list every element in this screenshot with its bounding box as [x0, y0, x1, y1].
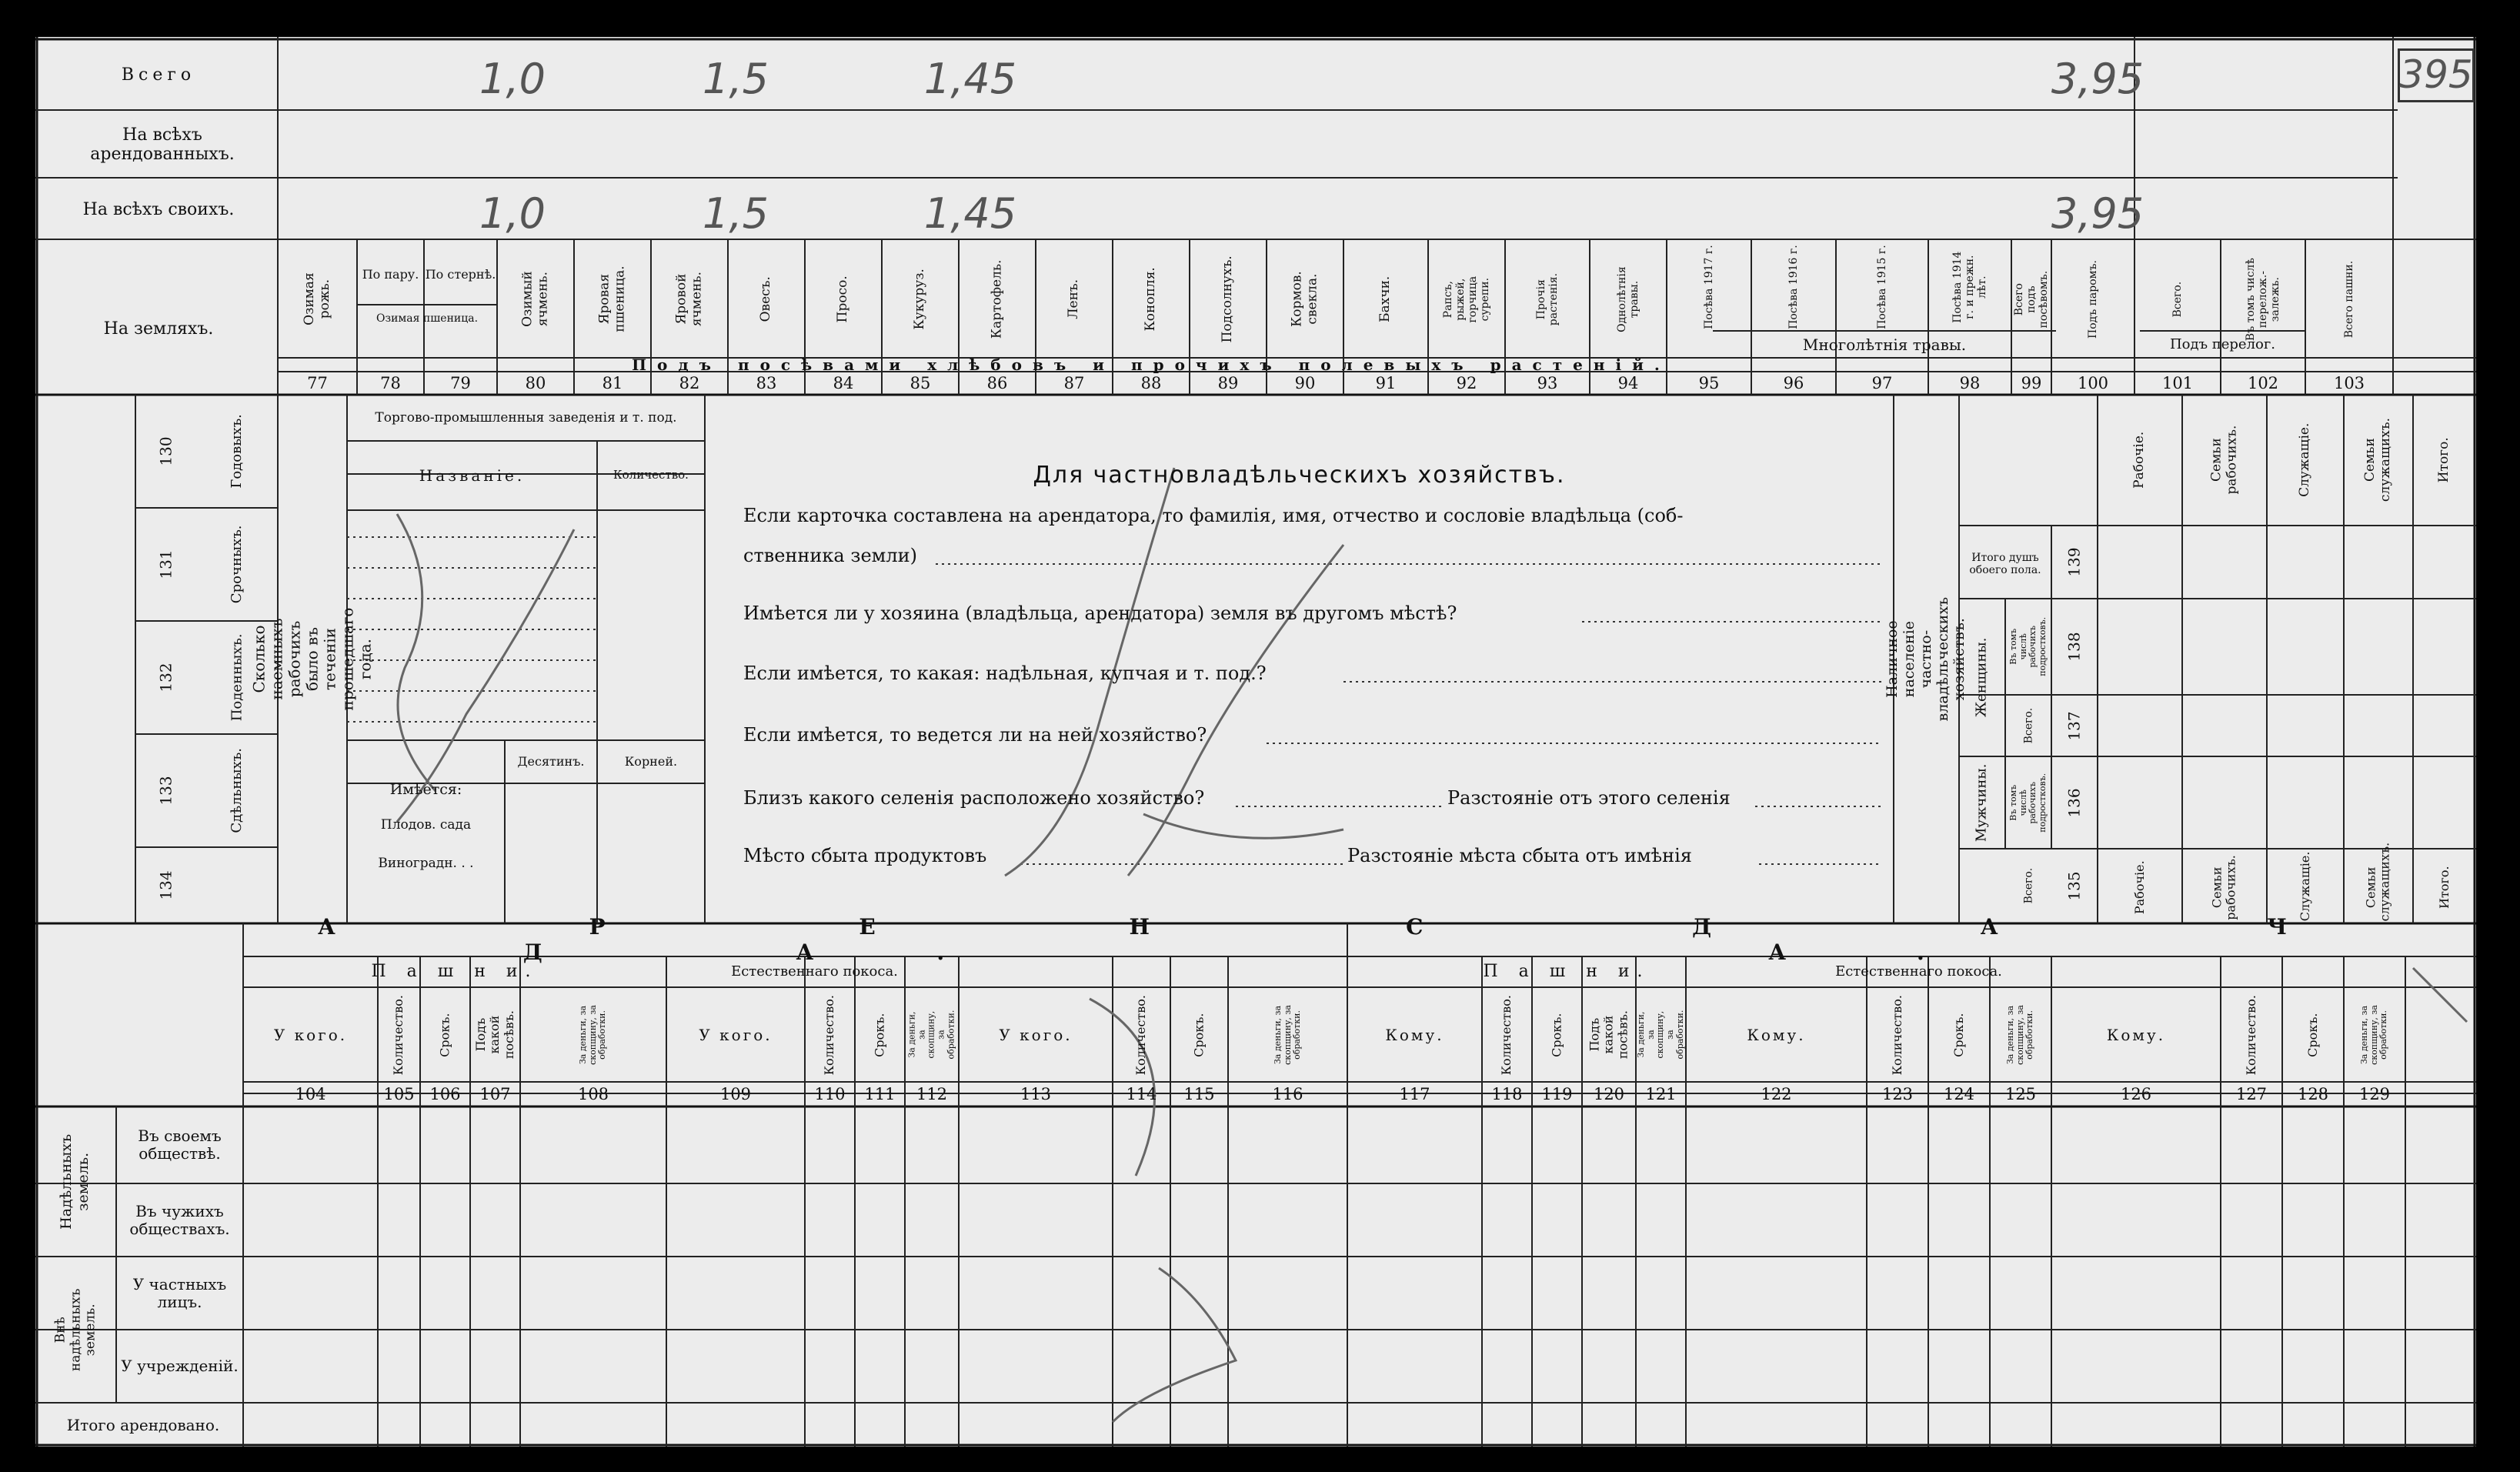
crop-header-21: Посѣва 1914 г. и прежн. лѣт.: [1951, 251, 1989, 323]
worker-col-num-0: 130: [156, 436, 175, 466]
arenda-pokos: Естественнаго покоса.: [731, 963, 898, 980]
question-5: Близъ какого селенiя расположено хозяйство?: [743, 787, 1205, 809]
hand-vsego-4: 3,95: [2051, 54, 2145, 103]
lease-head-16: Подъ какой посѣвъ.: [1587, 1010, 1630, 1060]
sub-mnogolet: Многолѣтнiя травы.: [1802, 335, 1967, 354]
hand-vsego-2: 1,5: [703, 54, 769, 103]
lease-num-123: 123: [1881, 1084, 1914, 1103]
col-num-93: 93: [1537, 373, 1558, 392]
lease-num-119: 119: [1541, 1084, 1573, 1103]
row-chuzh: Въ чужихъ обществахъ.: [129, 1201, 230, 1238]
worker-col-num-1: 131: [156, 549, 175, 579]
sub-pereleg: Подъ перелог.: [2169, 335, 2276, 352]
crop-header-24: Всего.: [2171, 281, 2184, 318]
col-num-98: 98: [1959, 373, 1981, 392]
col-num-95: 95: [1698, 373, 1720, 392]
pop-total-caption: Итого душъ обоего пола.: [1969, 551, 2041, 576]
lease-head-5: У кого.: [699, 1025, 773, 1044]
arenda-pashni: П а ш н и.: [371, 962, 539, 982]
col-num-103: 103: [2333, 373, 2365, 392]
sdacha-pashni: П а ш н и.: [1483, 962, 1651, 982]
crop-header-0: Озимая рожь.: [301, 272, 332, 326]
row-uchr: У учрежденiй.: [121, 1357, 239, 1375]
worker-col-num-2: 132: [156, 663, 175, 693]
pop-num-137: 137: [2064, 710, 2084, 741]
lease-head-3: Подъ какой посѣвъ.: [472, 1010, 516, 1060]
worker-col-num-4: 134: [156, 870, 175, 900]
lease-num-118: 118: [1491, 1084, 1523, 1103]
lease-num-122: 122: [1761, 1084, 1792, 1103]
garden-korney: Корней.: [624, 753, 678, 769]
row-itogo: Итого арендовано.: [66, 1415, 220, 1434]
lease-head-21: За деньги, за скопщину, за обработки.: [2005, 1005, 2035, 1065]
crop-header-9: Картофель.: [989, 259, 1005, 339]
lease-num-107: 107: [479, 1084, 511, 1103]
lease-head-15: Срокъ.: [1549, 1013, 1564, 1057]
pop-head-bottom-3: Семьи служащихъ.: [2363, 842, 2392, 921]
population-caption: Наличное населенiе частно-владѣльческихъ хозяйствъ.: [1883, 596, 1968, 722]
pop-head-top-4: Итого.: [2436, 437, 2452, 483]
worker-col-num-3: 133: [156, 776, 175, 806]
col-num-87: 87: [1063, 373, 1085, 392]
pop-women-vtom: Въ томъ числѣ рабочихъ подростковъ.: [2008, 617, 2048, 676]
page-number: 395: [2398, 48, 2475, 102]
lease-num-120: 120: [1593, 1084, 1625, 1103]
col-num-96: 96: [1783, 373, 1804, 392]
lease-head-11: Срокъ.: [1191, 1013, 1207, 1057]
lease-head-23: Количество.: [2243, 994, 2258, 1076]
crops-banner: Подъ посѣвами хлѣбовъ и прочихъ полевыхъ растенiй.: [632, 355, 1671, 374]
col-num-92: 92: [1456, 373, 1477, 392]
worker-col-label-3: Сдѣльныхъ.: [229, 748, 245, 833]
pop-num-135: 135: [2064, 871, 2084, 901]
lease-head-25: За деньги, за скопщину, за обработки.: [2359, 1005, 2389, 1065]
row-chast: У частныхъ лицъ.: [132, 1274, 227, 1311]
col-num-78: 78: [380, 373, 401, 392]
worker-col-label-0: Годовыхъ.: [229, 414, 245, 489]
crop-header-2: По стернѣ.: [425, 266, 496, 282]
lease-head-13: Кому.: [1385, 1025, 1444, 1044]
col-num-88: 88: [1140, 373, 1162, 392]
row-label-arend: На всѣхъ арендованныхъ.: [90, 125, 235, 164]
crop-header-11: Конопля.: [1143, 267, 1159, 332]
crop-header-6: Овесъ.: [758, 276, 774, 322]
lease-num-116: 116: [1272, 1084, 1303, 1103]
garden-has: Имѣется:: [389, 781, 462, 799]
crop-header-5: Яровой ячмень.: [673, 272, 704, 327]
lease-num-124: 124: [1943, 1084, 1975, 1103]
pop-men-vtom: Въ томъ числѣ рабочихъ подростковъ.: [2008, 773, 2048, 833]
pop-head-top-3: Семьи служащихъ.: [2362, 418, 2394, 502]
worker-col-label-1: Срочныхъ.: [229, 525, 245, 604]
pop-head-top-2: Служащiе.: [2297, 422, 2313, 498]
crop-header-3: Озимый ячмень.: [519, 271, 550, 328]
pop-head-bottom-2: Служащiе.: [2297, 851, 2312, 921]
garden-desyat: Десятинъ.: [517, 753, 585, 769]
lease-num-104: 104: [295, 1084, 326, 1103]
pop-men-vsego: Всего.: [2021, 868, 2034, 904]
lease-head-0: У кого.: [273, 1025, 348, 1044]
question-1b: ственника земли): [743, 545, 917, 566]
question-1a: Если карточка составлена на арендатора, то фамилiя, имя, отчество и сословiе владѣльца (соб-: [743, 505, 1684, 526]
crop-header-4: Яровая пшеница.: [596, 265, 627, 333]
question-2: Имѣется ли у хозяина (владѣльца, арендатора) земля въ другомъ мѣстѣ?: [743, 602, 1457, 624]
pop-head-top-0: Рабочiе.: [2131, 431, 2148, 489]
crop-header-22: Всего подъ посѣвомъ.: [2012, 270, 2051, 329]
crop-header-7: Просо.: [835, 275, 851, 323]
private-title: Для частновладѣльческихъ хозяйствъ.: [1033, 461, 1566, 489]
pop-num-138: 138: [2064, 632, 2084, 662]
trade-qty-header: Количество.: [613, 468, 689, 482]
lease-head-1: Количество.: [391, 994, 406, 1076]
lease-head-18: Кому.: [1747, 1025, 1806, 1044]
lease-head-12: За деньги, за скопщину, за обработки.: [1272, 1005, 1302, 1065]
col-num-85: 85: [910, 373, 931, 392]
col-num-102: 102: [2247, 373, 2279, 392]
col-num-94: 94: [1617, 373, 1639, 392]
lease-num-128: 128: [2297, 1084, 2329, 1103]
crop-header-19: Посѣва 1916 г.: [1787, 245, 1800, 329]
lease-num-109: 109: [719, 1084, 752, 1103]
row-label-na-zemlyah: На земляхъ.: [103, 319, 214, 339]
pop-num-139: 139: [2064, 547, 2084, 577]
lease-head-7: Срокъ.: [872, 1013, 887, 1057]
crop-header-13: Кормов. свекла.: [1289, 271, 1320, 328]
lease-num-110: 110: [814, 1084, 846, 1103]
crop-header-15: Рапсъ, рыжей, горчица сурепи.: [1441, 275, 1492, 323]
crop-header-14: Бахчи.: [1377, 275, 1394, 323]
lease-head-19: Количество.: [1889, 994, 1904, 1076]
pop-head-bottom-4: Итого.: [2436, 866, 2452, 909]
col-num-84: 84: [833, 373, 854, 392]
crop-header-10: Ленъ.: [1066, 279, 1082, 319]
pop-head-bottom-0: Рабочiе.: [2131, 860, 2147, 914]
arenda-title: А Р Е Н Д А.: [318, 914, 1273, 965]
garden-plodov: Плодов. сада: [380, 817, 472, 833]
lease-head-2: Срокъ.: [437, 1013, 452, 1057]
crop-header-17: Однолѣтнiя травы.: [1615, 266, 1641, 332]
crop-header-12: Подсолнухъ.: [1220, 255, 1236, 343]
lease-head-17: За деньги, за скопщину, за обработки.: [1635, 1010, 1685, 1060]
lease-head-20: Срокъ.: [1951, 1013, 1966, 1057]
hand-svoih-1: 1,0: [479, 189, 546, 238]
col-num-89: 89: [1217, 373, 1239, 392]
sdacha-pokos: Естественнаго покоса.: [1835, 963, 2002, 980]
lease-head-24: Срокъ.: [2305, 1013, 2320, 1057]
hand-svoih-3: 1,45: [923, 189, 1017, 238]
crop-header-8: Кукуруз.: [912, 269, 928, 330]
lease-num-113: 113: [1020, 1084, 1052, 1103]
row-label-svoih: На всѣхъ своихъ.: [82, 200, 235, 220]
trade-title: Торгово-промышленныя заведенiя и т. под.: [375, 410, 677, 426]
lease-num-108: 108: [577, 1084, 609, 1103]
lease-head-4: За деньги, за скопщину, за обработки.: [578, 1005, 608, 1065]
lease-num-111: 111: [864, 1084, 896, 1103]
trade-name-header: Названiе.: [419, 466, 526, 485]
pop-women: Женщины.: [1973, 637, 1990, 718]
lease-head-14: Количество.: [1499, 994, 1514, 1076]
lease-head-22: Кому.: [2106, 1025, 2166, 1044]
lease-num-127: 127: [2235, 1084, 2268, 1103]
col-num-99: 99: [2021, 373, 2042, 392]
pop-men: Мужчины.: [1973, 763, 1990, 842]
lease-head-6: Количество.: [822, 994, 837, 1076]
lease-num-121: 121: [1645, 1084, 1677, 1103]
pop-num-136: 136: [2064, 787, 2084, 818]
question-4: Если имѣется, то ведется ли на ней хозяйство?: [743, 724, 1207, 746]
crop-header-23: Подъ паромъ.: [2086, 260, 2099, 339]
lease-num-126: 126: [2120, 1084, 2152, 1103]
row-svoem: Въ своемъ обществѣ.: [138, 1127, 222, 1163]
crop-header-18: Посѣва 1917 г.: [1702, 245, 1715, 329]
crop-header-26: Всего пашни.: [2342, 260, 2355, 339]
question-6: Мѣсто сбыта продуктовъ: [743, 845, 987, 866]
lease-num-117: 117: [1399, 1084, 1430, 1103]
pop-women-vsego: Всего.: [2021, 707, 2034, 744]
group-vne: Внѣ надѣльныхъ земель.: [52, 1288, 98, 1371]
col-num-79: 79: [450, 373, 471, 392]
col-num-101: 101: [2161, 373, 2194, 392]
col-num-91: 91: [1375, 373, 1397, 392]
sdacha-title: С Д А Ч А.: [1406, 914, 2418, 965]
question-3: Если имѣется, то какая: надѣльная, купчая и т. под.?: [743, 663, 1267, 684]
col-num-80: 80: [525, 373, 546, 392]
workers-caption: Сколько наемныхъ рабочихъ было въ теченiи прошедшаго года.: [249, 607, 375, 711]
col-num-82: 82: [679, 373, 700, 392]
hand-svoih-2: 1,5: [703, 189, 769, 238]
col-num-90: 90: [1294, 373, 1316, 392]
census-card: [35, 37, 2476, 1447]
col-num-83: 83: [756, 373, 777, 392]
hand-vsego-3: 1,45: [923, 54, 1017, 103]
worker-col-label-2: Поденныхъ.: [229, 633, 245, 722]
pop-head-bottom-1: Семьи рабочихъ.: [2209, 854, 2238, 920]
lease-num-115: 115: [1183, 1084, 1215, 1103]
col-num-81: 81: [602, 373, 623, 392]
col-num-100: 100: [2077, 373, 2109, 392]
hand-vsego-1: 1,0: [479, 54, 546, 103]
garden-vinograd: Виноградн. . .: [378, 856, 474, 872]
question-6b: Разстоянiе мѣста сбыта отъ имѣнiя: [1347, 845, 1692, 866]
lease-num-129: 129: [2358, 1084, 2391, 1103]
lease-num-125: 125: [2004, 1084, 2037, 1103]
lease-num-112: 112: [916, 1084, 948, 1103]
lease-num-106: 106: [429, 1084, 461, 1103]
col-num-97: 97: [1871, 373, 1893, 392]
col-num-86: 86: [986, 373, 1008, 392]
crop-header-16: Прочiя растенiя.: [1534, 272, 1560, 326]
lease-head-9: У кого.: [999, 1025, 1073, 1044]
crop-header-25: Въ томъ числѣ перелож.-залежь.: [2244, 258, 2282, 341]
lease-num-114: 114: [1126, 1084, 1157, 1103]
lease-head-10: Количество.: [1133, 994, 1149, 1076]
crop-header-20: Посѣва 1915 г.: [1875, 245, 1888, 329]
hand-svoih-4: 3,95: [2051, 189, 2145, 238]
crop-header-1: По пару.: [362, 266, 419, 282]
pop-head-top-1: Семьи рабочихъ.: [2208, 426, 2239, 495]
question-5b: Разстоянiе отъ этого селенiя: [1447, 787, 1731, 809]
group-nadel: Надѣльныхъ земель.: [58, 1133, 92, 1230]
lease-num-105: 105: [383, 1084, 415, 1103]
row-label-vsego: Всего: [121, 65, 196, 85]
sub-ozimaya: Озимая пшеница.: [375, 312, 479, 325]
lease-head-8: За деньги, за скопщину, за обработки.: [906, 1010, 956, 1060]
col-num-77: 77: [307, 373, 328, 392]
worker-col-label-4: [197, 847, 278, 923]
